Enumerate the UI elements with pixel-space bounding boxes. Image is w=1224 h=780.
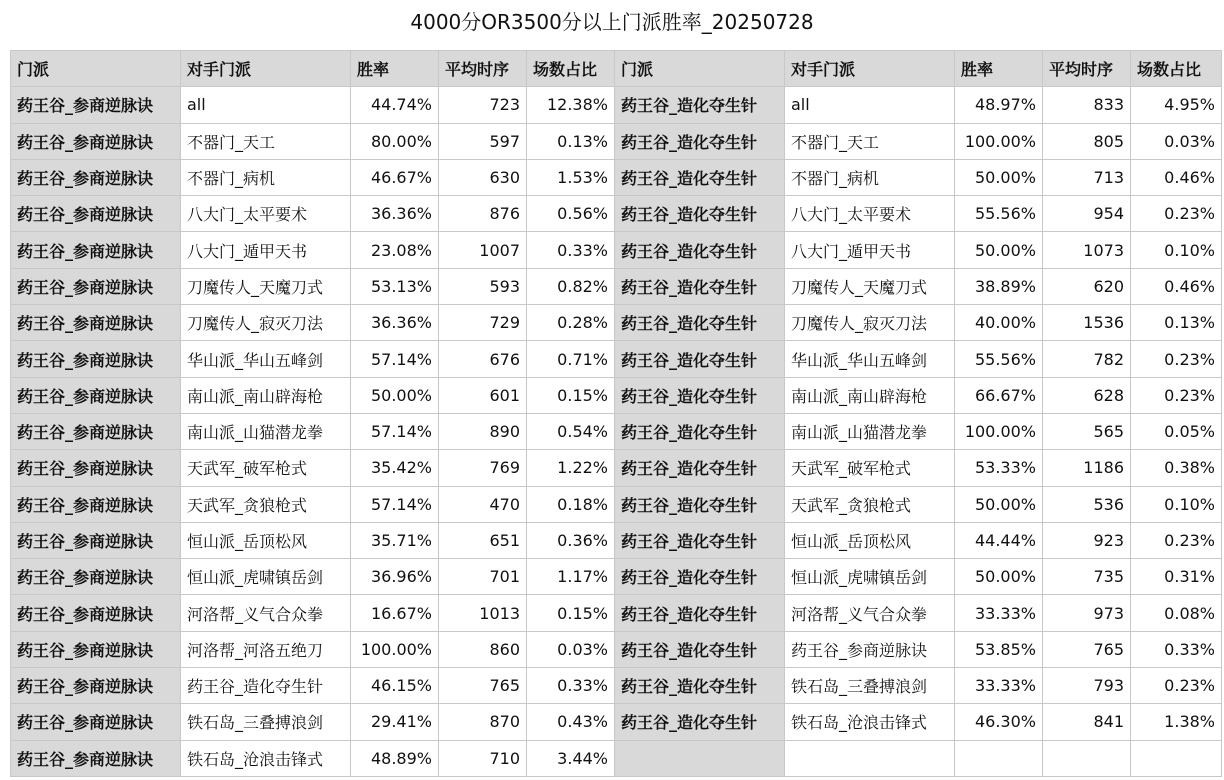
- table-row: [11, 196, 1222, 232]
- match-share-cell[interactable]: 0.38%: [1131, 450, 1222, 486]
- match-share-cell[interactable]: 0.23%: [1131, 377, 1222, 413]
- table-row: [11, 559, 1222, 595]
- table-body: [11, 87, 1222, 777]
- table-row: [11, 377, 1222, 413]
- match-share-cell[interactable]: [1131, 740, 1222, 776]
- avg-time-cell[interactable]: 1536: [1043, 305, 1131, 341]
- win-rate-cell[interactable]: 16.67%: [351, 595, 439, 631]
- avg-time-cell[interactable]: 765: [439, 668, 527, 704]
- table-row: [11, 232, 1222, 268]
- win-rate-cell[interactable]: 33.33%: [955, 595, 1043, 631]
- opponent-cell[interactable]: 刀魔传人_寂灭刀法: [785, 305, 955, 341]
- match-share-cell[interactable]: 0.31%: [1131, 559, 1222, 595]
- win-rate-cell[interactable]: 35.71%: [351, 522, 439, 558]
- table-row: [11, 595, 1222, 631]
- match-share-cell[interactable]: 0.71%: [527, 341, 615, 377]
- opponent-cell[interactable]: 南山派_山猫潜龙拳: [785, 413, 955, 449]
- table-row: [11, 123, 1222, 159]
- win-rate-cell[interactable]: 36.36%: [351, 305, 439, 341]
- faction-cell[interactable]: 药王谷_造化夺生针: [615, 486, 785, 522]
- match-share-cell[interactable]: 0.05%: [1131, 413, 1222, 449]
- win-rate-cell[interactable]: 38.89%: [955, 268, 1043, 304]
- opponent-cell[interactable]: 刀魔传人_天魔刀式: [785, 268, 955, 304]
- faction-cell[interactable]: 药王谷_参商逆脉诀: [11, 123, 181, 159]
- avg-time-cell[interactable]: 765: [1043, 631, 1131, 667]
- opponent-cell[interactable]: 天武军_破军枪式: [181, 450, 351, 486]
- win-rate-cell[interactable]: 46.30%: [955, 704, 1043, 740]
- win-rate-cell[interactable]: [955, 740, 1043, 776]
- opponent-cell[interactable]: 刀魔传人_寂灭刀法: [181, 305, 351, 341]
- column-header[interactable]: 门派: [615, 51, 785, 87]
- avg-time-cell[interactable]: 833: [1043, 87, 1131, 123]
- table-row: [11, 305, 1222, 341]
- avg-time-cell[interactable]: 805: [1043, 123, 1131, 159]
- opponent-cell[interactable]: 药王谷_参商逆脉诀: [785, 631, 955, 667]
- faction-cell[interactable]: 药王谷_参商逆脉诀: [11, 268, 181, 304]
- avg-time-cell[interactable]: 782: [1043, 341, 1131, 377]
- avg-time-cell[interactable]: [1043, 740, 1131, 776]
- opponent-cell[interactable]: 天武军_破军枪式: [785, 450, 955, 486]
- avg-time-cell[interactable]: 923: [1043, 522, 1131, 558]
- avg-time-cell[interactable]: 769: [439, 450, 527, 486]
- match-share-cell[interactable]: 0.18%: [527, 486, 615, 522]
- win-rate-cell[interactable]: 55.56%: [955, 196, 1043, 232]
- match-share-cell[interactable]: 0.15%: [527, 377, 615, 413]
- win-rate-cell[interactable]: 80.00%: [351, 123, 439, 159]
- win-rate-cell[interactable]: 50.00%: [955, 559, 1043, 595]
- opponent-cell[interactable]: 恒山派_岳顶松风: [181, 522, 351, 558]
- column-header[interactable]: 对手门派: [785, 51, 955, 87]
- match-share-cell[interactable]: 0.10%: [1131, 486, 1222, 522]
- win-rate-cell[interactable]: 53.33%: [955, 450, 1043, 486]
- opponent-cell[interactable]: 华山派_华山五峰剑: [785, 341, 955, 377]
- win-rate-cell[interactable]: 35.42%: [351, 450, 439, 486]
- column-header[interactable]: 场数占比: [527, 51, 615, 87]
- column-header[interactable]: 胜率: [351, 51, 439, 87]
- faction-cell[interactable]: 药王谷_造化夺生针: [615, 123, 785, 159]
- faction-cell[interactable]: 药王谷_参商逆脉诀: [11, 159, 181, 195]
- win-rate-cell[interactable]: 29.41%: [351, 704, 439, 740]
- match-share-cell[interactable]: 0.33%: [527, 668, 615, 704]
- opponent-cell[interactable]: 八大门_遁甲天书: [785, 232, 955, 268]
- faction-cell[interactable]: 药王谷_参商逆脉诀: [11, 631, 181, 667]
- opponent-cell[interactable]: 南山派_南山辟海枪: [181, 377, 351, 413]
- match-share-cell[interactable]: 0.03%: [527, 631, 615, 667]
- column-header[interactable]: 门派: [11, 51, 181, 87]
- avg-time-cell[interactable]: 1073: [1043, 232, 1131, 268]
- avg-time-cell[interactable]: 860: [439, 631, 527, 667]
- avg-time-cell[interactable]: 536: [1043, 486, 1131, 522]
- match-share-cell[interactable]: 0.43%: [527, 704, 615, 740]
- avg-time-cell[interactable]: 1007: [439, 232, 527, 268]
- opponent-cell[interactable]: 刀魔传人_天魔刀式: [181, 268, 351, 304]
- avg-time-cell[interactable]: 651: [439, 522, 527, 558]
- faction-cell[interactable]: 药王谷_造化夺生针: [615, 559, 785, 595]
- avg-time-cell[interactable]: 735: [1043, 559, 1131, 595]
- match-share-cell[interactable]: 1.17%: [527, 559, 615, 595]
- match-share-cell[interactable]: 0.10%: [1131, 232, 1222, 268]
- avg-time-cell[interactable]: 729: [439, 305, 527, 341]
- table-row: [11, 486, 1222, 522]
- opponent-cell[interactable]: 恒山派_虎啸镇岳剑: [181, 559, 351, 595]
- faction-cell[interactable]: 药王谷_造化夺生针: [615, 704, 785, 740]
- avg-time-cell[interactable]: 597: [439, 123, 527, 159]
- faction-cell[interactable]: 药王谷_参商逆脉诀: [11, 559, 181, 595]
- opponent-cell[interactable]: [785, 740, 955, 776]
- win-rate-cell[interactable]: 53.13%: [351, 268, 439, 304]
- avg-time-cell[interactable]: 601: [439, 377, 527, 413]
- faction-cell[interactable]: 药王谷_造化夺生针: [615, 522, 785, 558]
- avg-time-cell[interactable]: 1186: [1043, 450, 1131, 486]
- avg-time-cell[interactable]: 841: [1043, 704, 1131, 740]
- avg-time-cell[interactable]: 470: [439, 486, 527, 522]
- win-rate-cell[interactable]: 100.00%: [955, 413, 1043, 449]
- faction-cell[interactable]: 药王谷_参商逆脉诀: [11, 668, 181, 704]
- faction-cell[interactable]: 药王谷_参商逆脉诀: [11, 486, 181, 522]
- match-share-cell[interactable]: 4.95%: [1131, 87, 1222, 123]
- match-share-cell[interactable]: 0.33%: [527, 232, 615, 268]
- faction-cell[interactable]: 药王谷_造化夺生针: [615, 377, 785, 413]
- win-rate-cell[interactable]: 50.00%: [955, 159, 1043, 195]
- avg-time-cell[interactable]: 954: [1043, 196, 1131, 232]
- faction-cell[interactable]: 药王谷_参商逆脉诀: [11, 341, 181, 377]
- match-share-cell[interactable]: 0.23%: [1131, 522, 1222, 558]
- faction-cell[interactable]: 药王谷_造化夺生针: [615, 595, 785, 631]
- opponent-cell[interactable]: 恒山派_岳顶松风: [785, 522, 955, 558]
- header-row: [11, 51, 1222, 87]
- avg-time-cell[interactable]: 565: [1043, 413, 1131, 449]
- opponent-cell[interactable]: 华山派_华山五峰剑: [181, 341, 351, 377]
- avg-time-cell[interactable]: 628: [1043, 377, 1131, 413]
- win-rate-cell[interactable]: 46.15%: [351, 668, 439, 704]
- win-rate-cell[interactable]: 57.14%: [351, 486, 439, 522]
- faction-cell[interactable]: 药王谷_造化夺生针: [615, 450, 785, 486]
- opponent-cell[interactable]: 不器门_天工: [785, 123, 955, 159]
- avg-time-cell[interactable]: 593: [439, 268, 527, 304]
- opponent-cell[interactable]: 药王谷_造化夺生针: [181, 668, 351, 704]
- win-rate-cell[interactable]: 48.97%: [955, 87, 1043, 123]
- match-share-cell[interactable]: 0.46%: [1131, 159, 1222, 195]
- opponent-cell[interactable]: 不器门_病机: [785, 159, 955, 195]
- opponent-cell[interactable]: 八大门_太平要术: [181, 196, 351, 232]
- opponent-cell[interactable]: 天武军_贪狼枪式: [181, 486, 351, 522]
- faction-cell[interactable]: 药王谷_造化夺生针: [615, 668, 785, 704]
- opponent-cell[interactable]: 不器门_病机: [181, 159, 351, 195]
- opponent-cell[interactable]: 铁石岛_三叠搏浪剑: [181, 704, 351, 740]
- win-rate-cell[interactable]: 33.33%: [955, 668, 1043, 704]
- avg-time-cell[interactable]: 870: [439, 704, 527, 740]
- faction-cell[interactable]: 药王谷_参商逆脉诀: [11, 595, 181, 631]
- win-rate-cell[interactable]: 36.96%: [351, 559, 439, 595]
- avg-time-cell[interactable]: 676: [439, 341, 527, 377]
- avg-time-cell[interactable]: 1013: [439, 595, 527, 631]
- faction-cell[interactable]: 药王谷_参商逆脉诀: [11, 196, 181, 232]
- match-share-cell[interactable]: 0.36%: [527, 522, 615, 558]
- table-row: [11, 522, 1222, 558]
- win-rate-cell[interactable]: 36.36%: [351, 196, 439, 232]
- faction-cell[interactable]: 药王谷_参商逆脉诀: [11, 232, 181, 268]
- win-rate-cell[interactable]: 48.89%: [351, 740, 439, 776]
- match-share-cell[interactable]: 0.23%: [1131, 668, 1222, 704]
- win-rate-cell[interactable]: 53.85%: [955, 631, 1043, 667]
- match-share-cell[interactable]: 0.54%: [527, 413, 615, 449]
- win-rate-cell[interactable]: 50.00%: [955, 232, 1043, 268]
- column-header[interactable]: 平均时序: [1043, 51, 1131, 87]
- faction-cell[interactable]: 药王谷_参商逆脉诀: [11, 522, 181, 558]
- match-share-cell[interactable]: 0.28%: [527, 305, 615, 341]
- faction-cell[interactable]: 药王谷_造化夺生针: [615, 232, 785, 268]
- opponent-cell[interactable]: all: [181, 87, 351, 123]
- opponent-cell[interactable]: 河洛帮_义气合众拳: [785, 595, 955, 631]
- match-share-cell[interactable]: 0.13%: [1131, 305, 1222, 341]
- faction-cell[interactable]: 药王谷_造化夺生针: [615, 305, 785, 341]
- match-share-cell[interactable]: 0.08%: [1131, 595, 1222, 631]
- opponent-cell[interactable]: 八大门_遁甲天书: [181, 232, 351, 268]
- opponent-cell[interactable]: 八大门_太平要术: [785, 196, 955, 232]
- opponent-cell[interactable]: 不器门_天工: [181, 123, 351, 159]
- faction-cell[interactable]: 药王谷_参商逆脉诀: [11, 87, 181, 123]
- opponent-cell[interactable]: 铁石岛_沧浪击锋式: [785, 704, 955, 740]
- match-share-cell[interactable]: 1.53%: [527, 159, 615, 195]
- win-rate-cell[interactable]: 100.00%: [351, 631, 439, 667]
- faction-cell[interactable]: 药王谷_参商逆脉诀: [11, 413, 181, 449]
- opponent-cell[interactable]: 河洛帮_义气合众拳: [181, 595, 351, 631]
- match-share-cell[interactable]: 0.23%: [1131, 341, 1222, 377]
- faction-cell[interactable]: 药王谷_造化夺生针: [615, 159, 785, 195]
- opponent-cell[interactable]: 铁石岛_沧浪击锋式: [181, 740, 351, 776]
- match-share-cell[interactable]: 12.38%: [527, 87, 615, 123]
- column-header[interactable]: 对手门派: [181, 51, 351, 87]
- opponent-cell[interactable]: 天武军_贪狼枪式: [785, 486, 955, 522]
- faction-cell[interactable]: 药王谷_造化夺生针: [615, 631, 785, 667]
- table-row: [11, 87, 1222, 123]
- match-share-cell[interactable]: 0.23%: [1131, 196, 1222, 232]
- column-header[interactable]: 场数占比: [1131, 51, 1222, 87]
- faction-cell[interactable]: 药王谷_参商逆脉诀: [11, 450, 181, 486]
- win-rate-cell[interactable]: 50.00%: [955, 486, 1043, 522]
- match-share-cell[interactable]: 0.46%: [1131, 268, 1222, 304]
- avg-time-cell[interactable]: 793: [1043, 668, 1131, 704]
- win-rate-table: [10, 50, 1222, 777]
- opponent-cell[interactable]: 恒山派_虎啸镇岳剑: [785, 559, 955, 595]
- match-share-cell[interactable]: 1.38%: [1131, 704, 1222, 740]
- win-rate-cell[interactable]: 40.00%: [955, 305, 1043, 341]
- opponent-cell[interactable]: 南山派_山猫潜龙拳: [181, 413, 351, 449]
- faction-cell[interactable]: 药王谷_造化夺生针: [615, 268, 785, 304]
- faction-cell[interactable]: [615, 740, 785, 776]
- win-rate-cell[interactable]: 100.00%: [955, 123, 1043, 159]
- table-row: [11, 631, 1222, 667]
- match-share-cell[interactable]: 0.82%: [527, 268, 615, 304]
- table-row: [11, 704, 1222, 740]
- table-row: [11, 413, 1222, 449]
- faction-cell[interactable]: 药王谷_参商逆脉诀: [11, 305, 181, 341]
- faction-cell[interactable]: 药王谷_参商逆脉诀: [11, 377, 181, 413]
- table-row: [11, 740, 1222, 776]
- page-title: 4000分OR3500分以上门派胜率_20250728: [410, 10, 814, 34]
- opponent-cell[interactable]: 南山派_南山辟海枪: [785, 377, 955, 413]
- opponent-cell[interactable]: all: [785, 87, 955, 123]
- win-rate-cell[interactable]: 46.67%: [351, 159, 439, 195]
- table-row: [11, 450, 1222, 486]
- opponent-cell[interactable]: 铁石岛_三叠搏浪剑: [785, 668, 955, 704]
- avg-time-cell[interactable]: 973: [1043, 595, 1131, 631]
- win-rate-cell[interactable]: 57.14%: [351, 413, 439, 449]
- match-share-cell[interactable]: 0.15%: [527, 595, 615, 631]
- avg-time-cell[interactable]: 890: [439, 413, 527, 449]
- faction-cell[interactable]: 药王谷_参商逆脉诀: [11, 704, 181, 740]
- table-row: [11, 341, 1222, 377]
- faction-cell[interactable]: 药王谷_造化夺生针: [615, 413, 785, 449]
- avg-time-cell[interactable]: 713: [1043, 159, 1131, 195]
- avg-time-cell[interactable]: 630: [439, 159, 527, 195]
- column-header[interactable]: 胜率: [955, 51, 1043, 87]
- win-rate-cell[interactable]: 55.56%: [955, 341, 1043, 377]
- match-share-cell[interactable]: 0.33%: [1131, 631, 1222, 667]
- faction-cell[interactable]: 药王谷_造化夺生针: [615, 341, 785, 377]
- match-share-cell[interactable]: 1.22%: [527, 450, 615, 486]
- win-rate-cell[interactable]: 50.00%: [351, 377, 439, 413]
- faction-cell[interactable]: 药王谷_造化夺生针: [615, 196, 785, 232]
- table-row: [11, 268, 1222, 304]
- win-rate-cell[interactable]: 57.14%: [351, 341, 439, 377]
- avg-time-cell[interactable]: 710: [439, 740, 527, 776]
- table-row: [11, 668, 1222, 704]
- opponent-cell[interactable]: 河洛帮_河洛五绝刀: [181, 631, 351, 667]
- match-share-cell[interactable]: 0.03%: [1131, 123, 1222, 159]
- match-share-cell[interactable]: 0.13%: [527, 123, 615, 159]
- faction-cell[interactable]: 药王谷_造化夺生针: [615, 87, 785, 123]
- avg-time-cell[interactable]: 620: [1043, 268, 1131, 304]
- match-share-cell[interactable]: 3.44%: [527, 740, 615, 776]
- avg-time-cell[interactable]: 723: [439, 87, 527, 123]
- avg-time-cell[interactable]: 876: [439, 196, 527, 232]
- win-rate-cell[interactable]: 44.44%: [955, 522, 1043, 558]
- win-rate-cell[interactable]: 66.67%: [955, 377, 1043, 413]
- column-header[interactable]: 平均时序: [439, 51, 527, 87]
- win-rate-cell[interactable]: 44.74%: [351, 87, 439, 123]
- avg-time-cell[interactable]: 701: [439, 559, 527, 595]
- win-rate-cell[interactable]: 23.08%: [351, 232, 439, 268]
- match-share-cell[interactable]: 0.56%: [527, 196, 615, 232]
- table-row: [11, 159, 1222, 195]
- faction-cell[interactable]: 药王谷_参商逆脉诀: [11, 740, 181, 776]
